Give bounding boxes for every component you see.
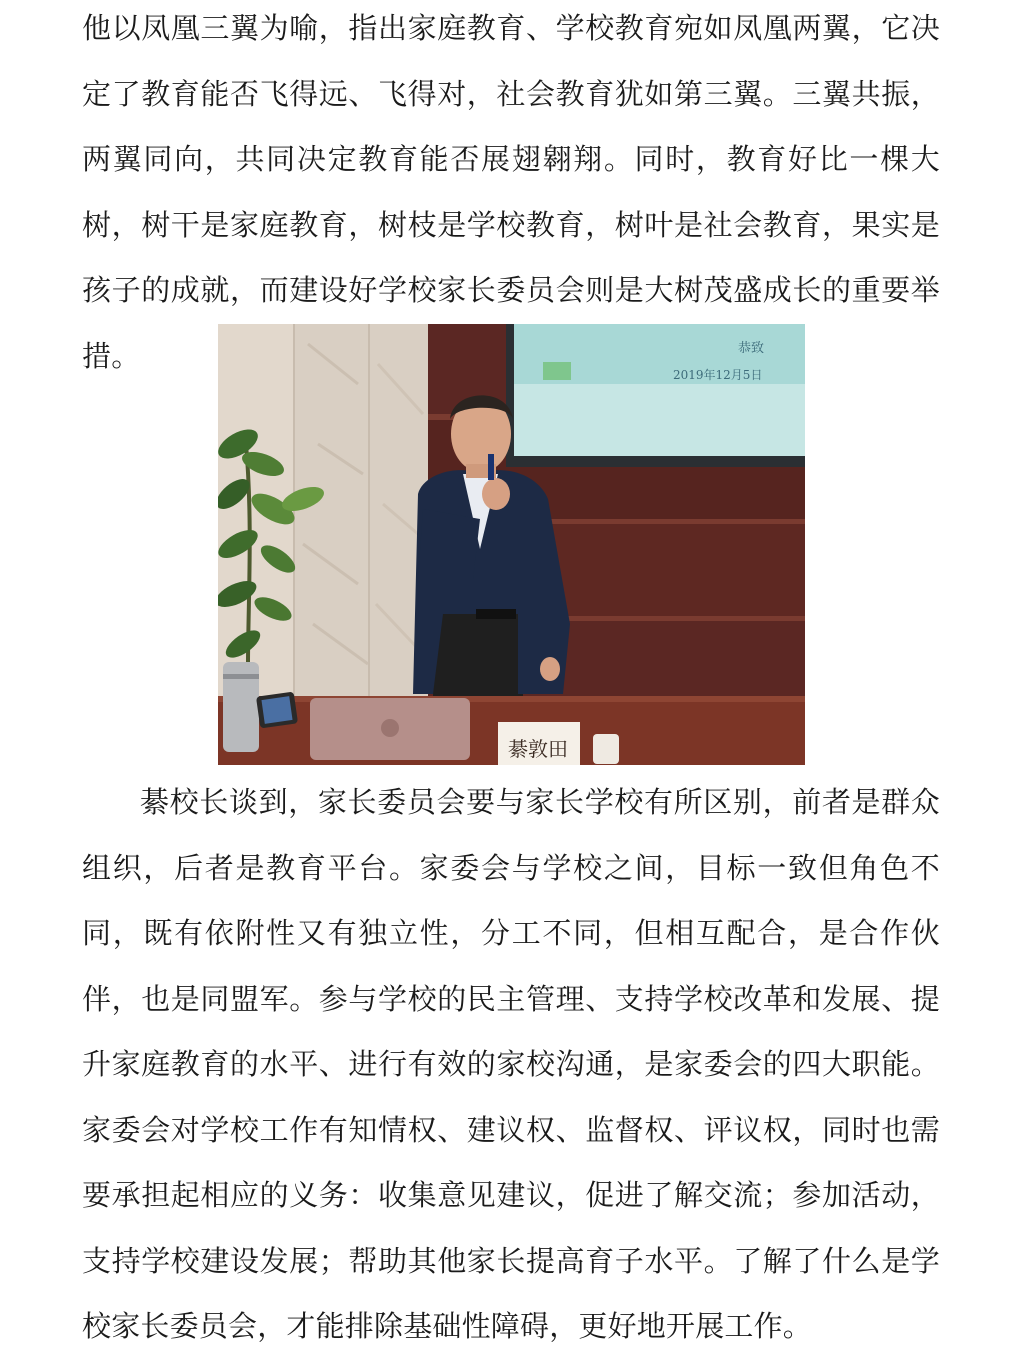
nameplate	[498, 722, 580, 765]
screen-date: 2019年12月5日	[673, 368, 763, 382]
projection-screen	[506, 324, 805, 467]
paragraph-committee: 綦校长谈到，家长委员会要与家长学校有所区别，前者是群众组织，后者是教育平台。家委会与学校之间，目标一致但角色不同，既有依附性又有独立性，分工不同，但相互配合，是合作伙伴，也是同盟军。参与学校的民主管理、支持学校改革和发展、提升家庭教育的水平、进行有效的家校沟通，是家委会的四大职能。家委会对学校工作有知情权、建议权、监督权、评议权，同时也需要承担起相应的义务：收集意见建议，促进了解交流；参加活动，支持学校建设发展；帮助其他家长提高育子水平。了解了什么是学校家长委员会，才能排除基础性障碍，更好地开展工作。	[82, 785, 940, 1343]
speaker-photo	[218, 324, 805, 765]
nameplate-text: 綦敦田	[508, 737, 568, 761]
paragraph-analogy: 他以凤凰三翼为喻，指出家庭教育、学校教育宛如凤凰两翼，它决定了教育能否飞得远、飞得对，社会教育犹如第三翼。三翼共振，两翼同向，共同决定教育能否展翅翱翔。同时，教育好比一棵大树，树干是家庭教育，树枝是学校教育，树叶是社会教育，果实是孩子的成就，而建设好学校家长委员会则是大树茂盛成长的重要举措。	[82, 11, 940, 373]
screen-title: 恭致	[738, 341, 765, 356]
